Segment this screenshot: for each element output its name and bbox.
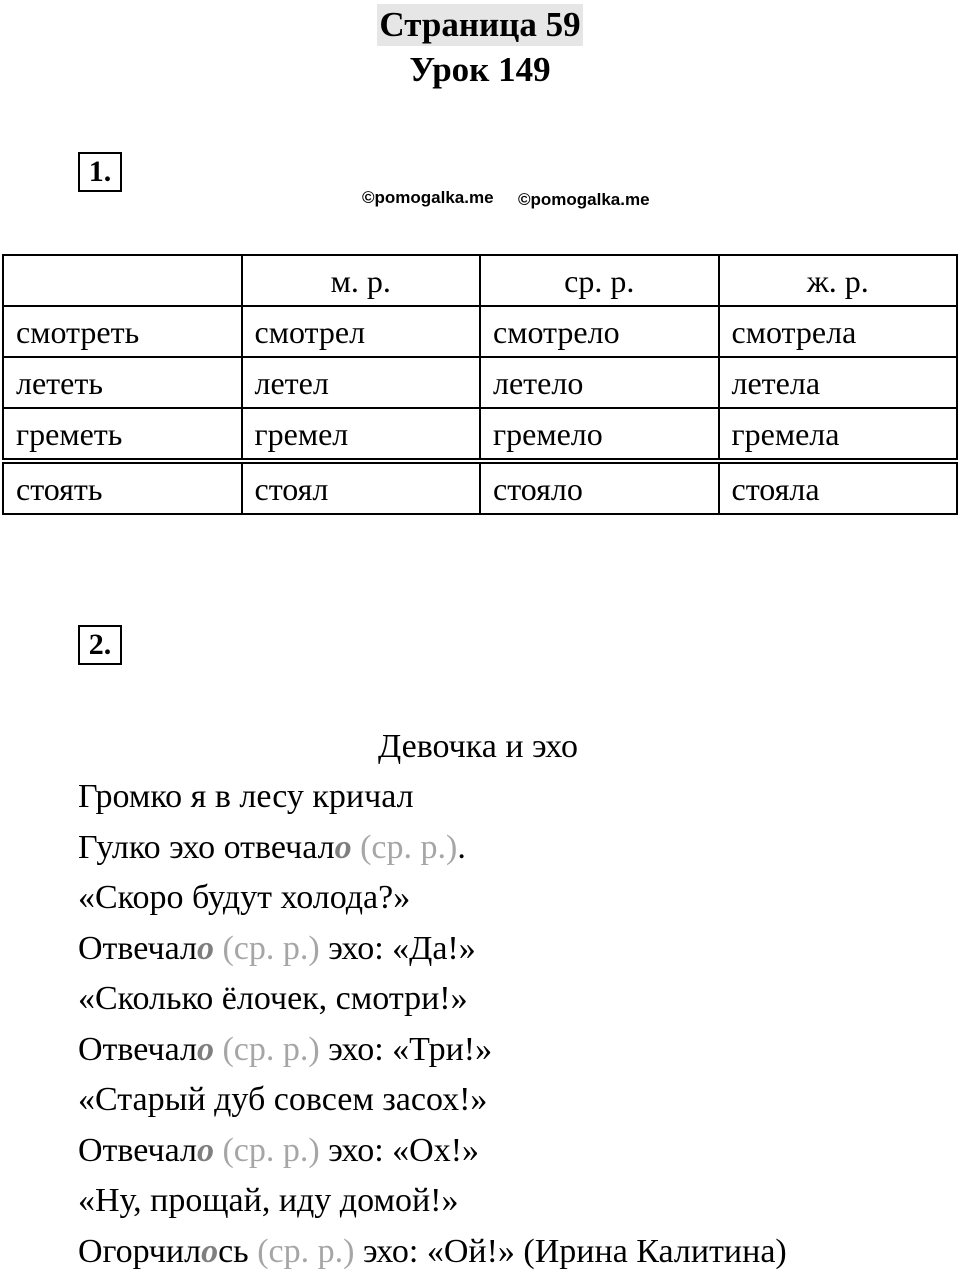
poem-text: Громко я в лесу кричал bbox=[78, 778, 414, 815]
poem-text: Отвечал bbox=[78, 930, 197, 967]
poem-text: Отвечал bbox=[78, 1132, 197, 1169]
gender-note: (ср. р.) bbox=[249, 1233, 355, 1270]
table-cell: гремела bbox=[719, 408, 958, 461]
highlighted-ending: о bbox=[197, 1132, 214, 1169]
table-row bbox=[3, 461, 957, 514]
poem-line bbox=[78, 974, 948, 1025]
poem-line bbox=[78, 1126, 948, 1177]
poem-text: «Ну, прощай, иду домой!» bbox=[78, 1182, 459, 1219]
poem-line bbox=[78, 1176, 948, 1227]
gender-note: (ср. р.) bbox=[214, 1132, 320, 1169]
poem-text: «Сколько ёлочек, смотри!» bbox=[78, 980, 468, 1017]
table-cell: смотрела bbox=[719, 306, 958, 357]
poem-text: Отвечал bbox=[78, 1031, 197, 1068]
table-header-cell: м. р. bbox=[242, 255, 481, 306]
table-cell: стояло bbox=[480, 461, 719, 514]
poem-line bbox=[78, 924, 948, 975]
page-header bbox=[0, 0, 960, 94]
table-cell: летело bbox=[480, 357, 719, 408]
gender-note: (ср. р.) bbox=[214, 930, 320, 967]
watermark: ©pomogalka.me bbox=[518, 190, 650, 210]
highlighted-ending: о bbox=[197, 930, 214, 967]
poem-text: эхо: «Ой!» (Ирина Калитина) bbox=[354, 1233, 786, 1270]
poem-line bbox=[78, 873, 948, 924]
poem-text: Огорчил bbox=[78, 1233, 201, 1270]
table-header-cell bbox=[3, 255, 242, 306]
highlighted-ending: о bbox=[197, 1031, 214, 1068]
task-1-number: 1. bbox=[78, 152, 122, 192]
gender-note: (ср. р.) bbox=[214, 1031, 320, 1068]
verb-forms-table bbox=[2, 254, 958, 515]
table-cell: летела bbox=[719, 357, 958, 408]
lesson-title: Урок 149 bbox=[0, 46, 960, 94]
poem-title: Девочка и эхо bbox=[78, 722, 878, 772]
poem bbox=[78, 722, 948, 1277]
poem-lines bbox=[78, 772, 948, 1277]
table-row bbox=[3, 357, 957, 408]
poem-line bbox=[78, 1075, 948, 1126]
poem-text: эхо: «Три!» bbox=[320, 1031, 492, 1068]
table-cell: летел bbox=[242, 357, 481, 408]
table-cell: гремел bbox=[242, 408, 481, 461]
watermark: ©pomogalka.me bbox=[362, 188, 494, 208]
table-cell: стоять bbox=[3, 461, 242, 514]
table-header-cell: ж. р. bbox=[719, 255, 958, 306]
table-cell: лететь bbox=[3, 357, 242, 408]
table-row bbox=[3, 306, 957, 357]
gender-note: (ср. р.) bbox=[352, 829, 458, 866]
poem-line bbox=[78, 823, 948, 874]
table-cell: греметь bbox=[3, 408, 242, 461]
poem-text: эхо: «Да!» bbox=[320, 930, 476, 967]
poem-text: «Старый дуб совсем засох!» bbox=[78, 1081, 487, 1118]
poem-line bbox=[78, 1025, 948, 1076]
highlighted-ending: о bbox=[201, 1233, 218, 1270]
table-cell: смотреть bbox=[3, 306, 242, 357]
table-cell: смотрел bbox=[242, 306, 481, 357]
table-cell: стояла bbox=[719, 461, 958, 514]
table-row bbox=[3, 408, 957, 461]
table-header-row bbox=[3, 255, 957, 306]
poem-line bbox=[78, 772, 948, 823]
page-title: Страница 59 bbox=[377, 4, 582, 46]
task-2-number: 2. bbox=[78, 625, 122, 665]
table-header-cell: ср. р. bbox=[480, 255, 719, 306]
highlighted-ending: о bbox=[335, 829, 352, 866]
poem-text: «Скоро будут холода?» bbox=[78, 879, 410, 916]
poem-text: . bbox=[457, 829, 466, 866]
poem-text: сь bbox=[218, 1233, 249, 1270]
poem-text: эхо: «Ох!» bbox=[320, 1132, 479, 1169]
table-cell: смотрело bbox=[480, 306, 719, 357]
poem-line bbox=[78, 1227, 948, 1277]
table-cell: стоял bbox=[242, 461, 481, 514]
poem-text: Гулко эхо отвечал bbox=[78, 829, 335, 866]
table-cell: гремело bbox=[480, 408, 719, 461]
